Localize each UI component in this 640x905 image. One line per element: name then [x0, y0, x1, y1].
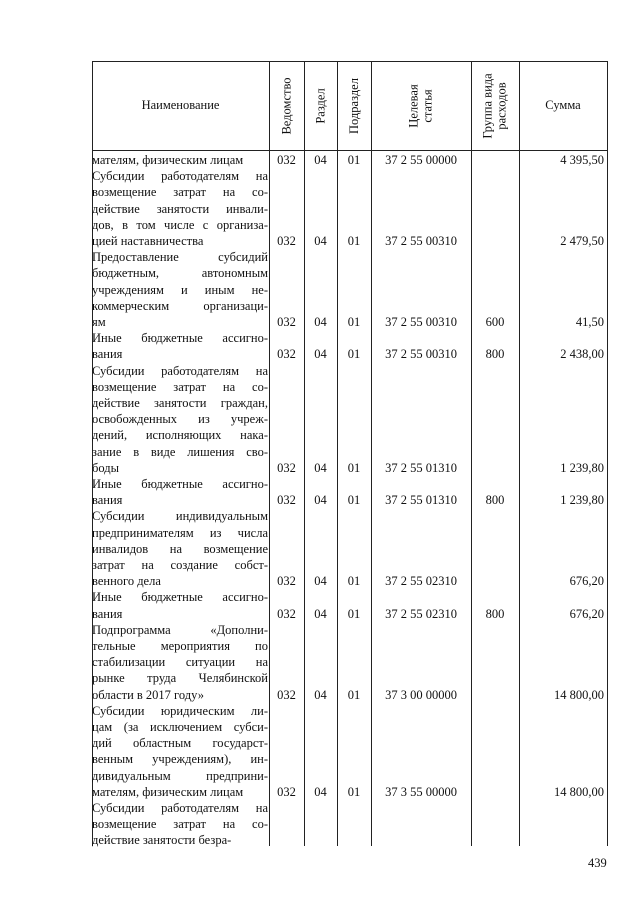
- row-summa: 2 479,50: [560, 233, 604, 248]
- row-celevaya: 37 2 55 00310: [385, 314, 457, 329]
- grid-line: [92, 150, 608, 151]
- row-name-line: венного дела: [92, 574, 161, 589]
- row-name-line: учреждениям и иным не-: [92, 282, 268, 297]
- row-name-line: тельные мероприятия по: [92, 639, 268, 653]
- row-name-line: возмещение затрат на со-: [92, 379, 268, 394]
- row-name-line: Субсидии работодателям на: [92, 363, 268, 378]
- row-name-line: коммерческим организаци-: [92, 298, 268, 313]
- header-summa: [519, 61, 607, 150]
- row-name-line: Субсидии индивидуальным: [92, 509, 268, 524]
- row-podrazdel: 01: [347, 574, 361, 589]
- row-name-line: Иные бюджетные ассигно-: [92, 477, 268, 491]
- row-name-line: области в 2017 году»: [92, 687, 204, 702]
- row-vedomstvo: 032: [277, 314, 296, 329]
- row-name-line: действие занятости безра-: [92, 833, 232, 848]
- row-name: [92, 476, 268, 508]
- row-name-line: возмещение затрат на со-: [92, 185, 268, 200]
- row-name-line: Предоставление субсидий: [92, 250, 268, 265]
- header-razdel-text: Раздел: [313, 87, 328, 124]
- row-podrazdel: 01: [347, 314, 361, 329]
- page-number: 439: [588, 856, 607, 870]
- row-name: [92, 508, 268, 589]
- row-name-line: действие занятости граждан,: [92, 396, 268, 410]
- row-podrazdel: 01: [347, 347, 361, 362]
- header-gruppa-line2: расходов: [495, 81, 510, 130]
- grid-line: [519, 61, 520, 846]
- row-name-line: дивидуальным предприни-: [92, 768, 268, 783]
- row-vedomstvo: 032: [277, 687, 296, 702]
- row-summa: 1 239,80: [560, 493, 604, 508]
- header-celevaya-line2: статья: [421, 88, 435, 123]
- row-name-line: цией наставничества: [92, 234, 204, 248]
- row-razdel: 04: [314, 153, 327, 167]
- row-name: [92, 589, 268, 621]
- row-razdel: 04: [314, 347, 327, 362]
- row-name: [92, 703, 268, 800]
- row-gruppa: 800: [485, 606, 505, 621]
- row-podrazdel: 01: [347, 606, 361, 621]
- row-name-line: мателям, физическим лицам: [92, 784, 244, 799]
- row-vedomstvo: 032: [277, 606, 296, 621]
- row-name-line: Иные бюджетные ассигно-: [92, 590, 268, 605]
- row-name-line: Субсидии работодателям на: [92, 801, 268, 815]
- row-name-line: цам (за исключением субси-: [92, 720, 268, 734]
- row-celevaya: 37 2 55 01310: [385, 493, 457, 508]
- row-gruppa: 800: [485, 347, 505, 362]
- row-razdel: 04: [314, 314, 327, 329]
- header-name: [92, 61, 269, 150]
- row-name-line: Субсидии работодателям на: [92, 169, 268, 184]
- header-podrazdel: [337, 61, 371, 150]
- budget-table: [92, 61, 608, 846]
- row-name-line: затрат на создание собст-: [92, 558, 268, 572]
- row-summa: 676,20: [569, 574, 604, 589]
- row-razdel: 04: [314, 460, 327, 475]
- row-vedomstvo: 032: [277, 784, 296, 799]
- row-name-line: возмещение затрат на со-: [92, 817, 268, 832]
- row-name-line: венным учреждениям), ин-: [92, 752, 268, 767]
- row-celevaya: 37 3 55 00000: [385, 784, 457, 799]
- row-vedomstvo: 032: [277, 153, 296, 167]
- row-name: [92, 800, 268, 849]
- row-podrazdel: 01: [347, 233, 361, 248]
- row-vedomstvo: 032: [277, 233, 296, 248]
- grid-line: [607, 61, 608, 846]
- row-podrazdel: 01: [347, 460, 361, 475]
- row-celevaya: 37 2 55 00310: [385, 347, 457, 362]
- row-name-line: действие занятости инвали-: [92, 201, 268, 216]
- row-name-line: ям: [92, 315, 106, 329]
- row-summa: 1 239,80: [560, 460, 604, 475]
- header-podrazdel-text: Подраздел: [347, 77, 361, 134]
- header-name-text: Наименование: [141, 98, 220, 112]
- row-name-line: бюджетным, автономным: [92, 266, 268, 281]
- row-razdel: 04: [314, 233, 327, 248]
- row-razdel: 04: [314, 784, 327, 799]
- row-name-line: вания: [92, 606, 123, 621]
- row-vedomstvo: 032: [277, 574, 296, 589]
- row-name: [92, 622, 268, 703]
- row-vedomstvo: 032: [277, 493, 296, 508]
- row-celevaya: 37 2 55 01310: [385, 460, 457, 475]
- row-razdel: 04: [314, 687, 327, 702]
- row-name-line: дений, исполняющих нака-: [92, 428, 268, 443]
- header-gruppa: [471, 61, 519, 150]
- row-summa: 4 395,50: [560, 153, 604, 167]
- row-name-line: инвалидов на возмещение: [92, 541, 268, 556]
- row-name-line: освобожденных из учреж-: [92, 412, 268, 427]
- row-razdel: 04: [314, 606, 327, 621]
- row-vedomstvo: 032: [277, 347, 296, 362]
- row-name-line: мателям, физическим лицам: [92, 153, 244, 167]
- row-gruppa: 800: [485, 493, 505, 508]
- row-celevaya: 37 2 55 00000: [385, 153, 457, 167]
- row-podrazdel: 01: [347, 687, 361, 702]
- row-podrazdel: 01: [347, 493, 361, 508]
- row-name-line: предпринимателям из числа: [92, 525, 268, 540]
- header-celevaya-line1: Целевая: [407, 83, 421, 128]
- row-name-line: вания: [92, 347, 123, 362]
- row-name: [92, 168, 268, 249]
- row-name: [92, 249, 268, 330]
- header-summa-text: Сумма: [545, 98, 581, 112]
- row-name-line: зание в виде лишения сво-: [92, 444, 268, 459]
- row-podrazdel: 01: [347, 153, 361, 167]
- row-summa: 41,50: [575, 314, 604, 329]
- row-celevaya: 37 2 55 00310: [385, 233, 457, 248]
- row-name: [92, 152, 268, 168]
- row-razdel: 04: [314, 493, 327, 508]
- grid-line: [471, 61, 472, 846]
- header-vedomstvo-text: Ведомство: [279, 76, 294, 135]
- row-summa: 676,20: [569, 606, 604, 621]
- row-celevaya: 37 3 00 00000: [385, 687, 457, 702]
- row-celevaya: 37 2 55 02310: [385, 574, 457, 589]
- row-summa: 2 438,00: [560, 347, 604, 362]
- header-gruppa-line1: Группа вида: [481, 72, 496, 139]
- grid-line: [337, 61, 338, 846]
- row-vedomstvo: 032: [277, 460, 296, 475]
- row-name-line: дий областным государст-: [92, 736, 268, 751]
- row-gruppa: 600: [485, 314, 505, 329]
- row-name-line: Подпрограмма «Дополни-: [92, 622, 268, 637]
- row-podrazdel: 01: [347, 784, 361, 799]
- row-summa: 14 800,00: [554, 784, 604, 799]
- row-celevaya: 37 2 55 02310: [385, 606, 457, 621]
- row-name: [92, 363, 268, 476]
- header-vedomstvo: [269, 61, 304, 150]
- row-name-line: рынке труда Челябинской: [92, 671, 268, 686]
- row-name-line: вания: [92, 493, 123, 508]
- row-name-line: стабилизации ситуации на: [92, 655, 268, 670]
- row-razdel: 04: [314, 574, 327, 589]
- row-name: [92, 330, 268, 362]
- row-name-line: Субсидии юридическим ли-: [92, 703, 268, 718]
- row-name-line: Иные бюджетные ассигно-: [92, 331, 268, 346]
- grid-line: [371, 61, 372, 846]
- grid-line: [269, 61, 270, 846]
- header-razdel: [304, 61, 337, 150]
- row-name-line: дов, в том числе с организа-: [92, 217, 268, 232]
- header-celevaya: [371, 61, 471, 150]
- row-summa: 14 800,00: [554, 687, 604, 702]
- row-name-line: боды: [92, 460, 120, 475]
- grid-line: [304, 61, 305, 846]
